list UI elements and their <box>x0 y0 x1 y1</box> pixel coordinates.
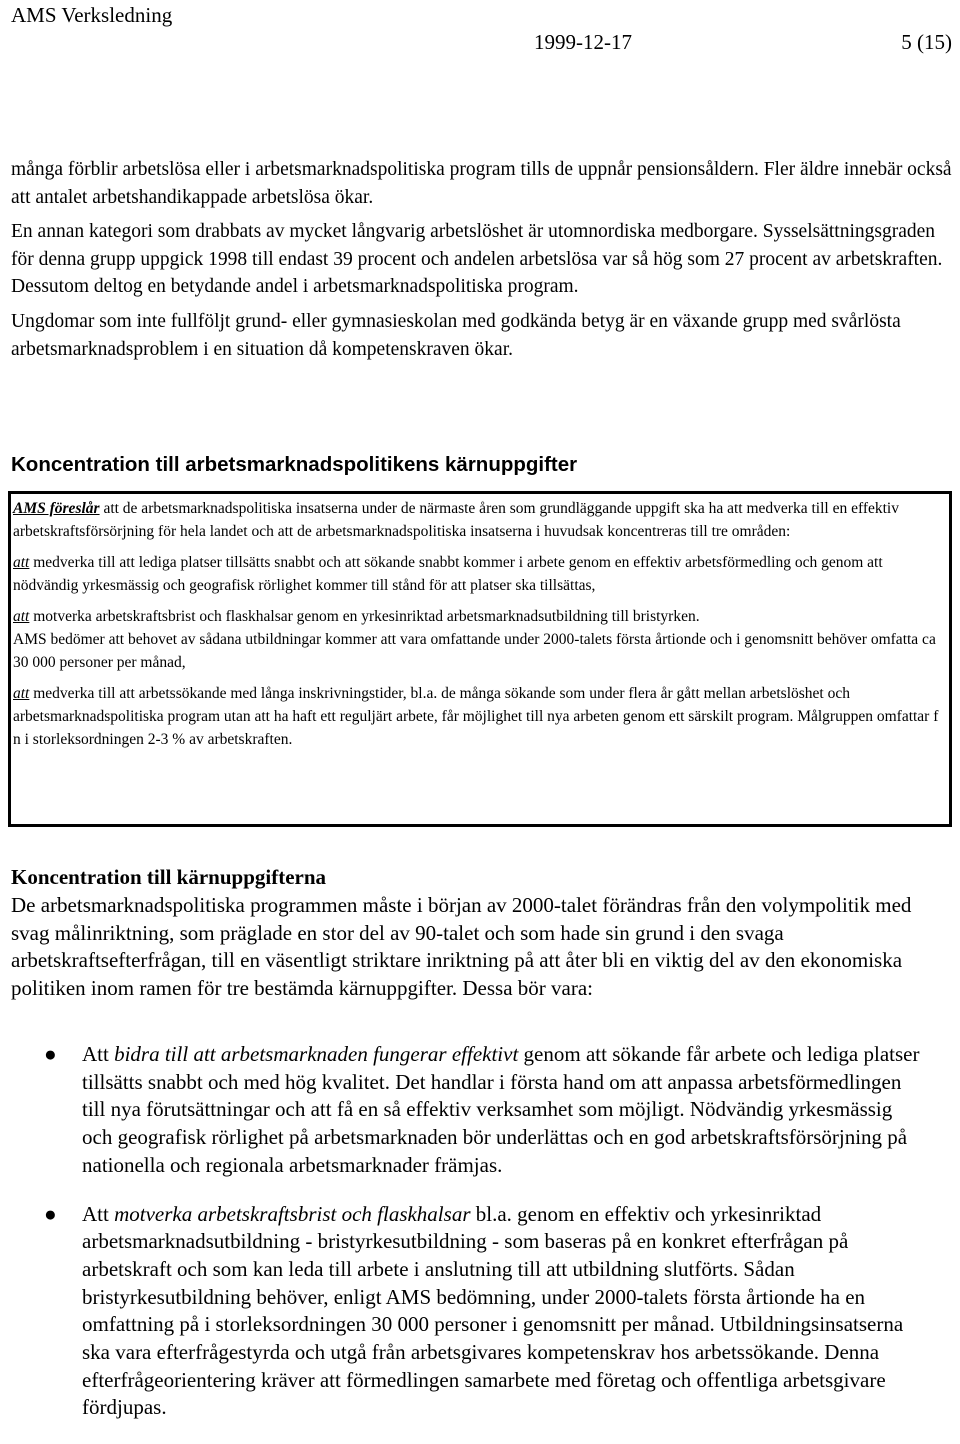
section-heading-core-tasks-2: Koncentration till kärnuppgifterna <box>11 865 327 889</box>
bullet-2-emphasis: motverka arbetskraftsbrist och flaskhalsar <box>114 1201 471 1226</box>
bullet-2-prefix: Att <box>82 1201 115 1226</box>
section-2-body: De arbetsmarknadspolitiska programmen måste i början av 2000-talet förändras från den volympolitik med svag målinriktning, som präglade en stor del av 90-talet och som hade sin grund i den svaga arbetskraftsefterfrågan, till en väsentligt striktare inriktning på att åter bli en viktig del av den ekonomiska politiken inom ramen för tre bestämda kärnuppgifter. Dessa bör vara: <box>11 893 912 1001</box>
proposal-item-2 <box>13 605 947 628</box>
intro-paragraph-3: Ungdomar som inte fullföljt grund- eller gymnasieskolan med godkända betyg är en växande grupp med svårlösta arbetsmarknadsproblem i en situation då kompetenskraven ökar. <box>11 310 901 360</box>
proposal-lead <box>13 497 947 543</box>
proposal-item-3-text: medverka till att arbetssökande med långa inskrivningstider, bl.a. de många sökande som under flera år gått mellan arbetslöshet och arbetsmarknadspolitiska program utan att ha haft ett reguljärt arbete, får möjlighet till nya arbeten genom ett särskilt program. Målgruppen omfattar f n i storleksordningen 2-3 % av arbetskraften. <box>13 685 939 748</box>
proposal-item-1-text: medverka till att lediga platser tillsätts snabbt och att sökande snabbt kommer i arbete genom en effektiv arbetsförmedling och genom att nödvändig yrkesmässig och geografisk rörlighet kommer till stånd för att platser ska tillsättas, <box>13 554 883 594</box>
bullet-1-text: genom att sökande får arbete och lediga platser tillsätts snabbt och med hög kvalitet. Det handlar i första hand om att anpassa arbetsförmedlingen till nya förutsättningar och att få en så effektiv verksamhet som möjligt. Nödvändig yrkesmässig och geografisk rörlighet på arbetsmarknaden bör underlättas och en god arbetskraftsförsörjning på nationella och regionala arbetsmarknader främjas. <box>82 1042 920 1177</box>
intro-text <box>11 156 956 363</box>
section-heading-core-tasks: Koncentration till arbetsmarknadspolitikens kärnuppgifter <box>11 453 578 476</box>
proposal-item-3 <box>13 682 947 751</box>
proposal-lead-label: AMS föreslår <box>13 500 100 517</box>
header-page-number: 5 (15) <box>901 30 952 54</box>
list-item <box>0 1041 922 1180</box>
proposal-item-2-extra: AMS bedömer att behovet av sådana utbildningar kommer att vara omfattande under 2000-talets första årtionde och i genomsnitt behöver omfatta ca 30 000 personer per månad, <box>13 631 936 671</box>
list-item <box>0 1201 922 1423</box>
bullet-2-text: bl.a. genom en effektiv och yrkesinriktad arbetsmarknadsutbildning - bristyrkesutbildning - som baseras på en konkret efterfrågan på arbetskraft och som kan leda till arbete i anslutning till att utbildning slutförts. Sådan bristyrkesutbildning behöver, enligt AMS bedömning, under 2000-talets första årtionde ha en omfattning på i storleksordningen 30 000 personer i genomsnitt per månad. Utbildningsinsatserna ska vara efterfrågestyrda och utgå från arbetsgivares kompetenskrav hos arbetssökande. Denna efterfrågeorientering kräver att förmedlingen samarbete med företag och offentliga arbetsgivare fördjupas. <box>82 1201 904 1420</box>
intro-paragraph-1: många förblir arbetslösa eller i arbetsmarknadspolitiska program tills de uppnår pensionsåldern. Fler äldre innebär också att antalet arbetshandikappade arbetslösa ökar. <box>11 159 952 208</box>
core-tasks-list <box>0 1041 960 1422</box>
bullet-1-emphasis: bidra till att arbetsmarknaden fungerar effektivt <box>114 1042 519 1066</box>
proposal-item-3-att: att <box>13 685 30 702</box>
header-organization: AMS Verksledning <box>11 3 173 27</box>
proposal-item-1 <box>13 551 947 597</box>
bullet-icon: ● <box>44 1042 57 1066</box>
intro-paragraph-2: En annan kategori som drabbats av mycket långvarig arbetslöshet är utomnordiska medborgare. Sysselsättningsgraden för denna grupp uppgick 1998 till endast 39 procent och andelen arbetslösa var så hög som 27 procent av arbetskraften. Dessutom deltog en betydande andel i arbetsmarknadspolitiska program. <box>11 221 943 298</box>
proposal-item-1-att: att <box>13 554 30 571</box>
proposal-box <box>8 491 952 827</box>
bullet-1-prefix: Att <box>82 1042 115 1066</box>
proposal-item-2-att: att <box>13 608 30 625</box>
header-date: 1999-12-17 <box>534 30 632 54</box>
bullet-icon: ● <box>44 1201 57 1226</box>
proposal-item-2-text: motverka arbetskraftsbrist och flaskhalsar genom en yrkesinriktad arbetsmarknadsutbildning till bristyrken. <box>29 608 700 625</box>
proposal-lead-text: att de arbetsmarknadspolitiska insatserna under de närmaste åren som grundläggande uppgift ska ha att medverka till en effektiv arbetskraftsförsörjning för hela landet och att de arbetsmarknadspolitiska insatserna i huvudsak koncentreras till tre områden: <box>13 500 899 540</box>
